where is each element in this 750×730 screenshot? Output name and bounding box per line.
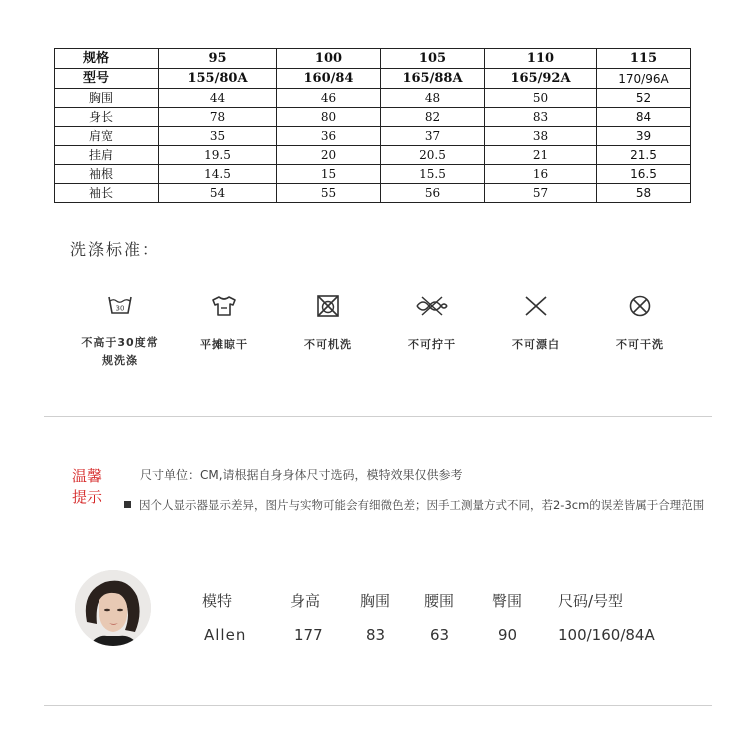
- care-label: 平摊晾干: [200, 338, 248, 351]
- table-cell: 44: [159, 89, 277, 108]
- table-cell: 16.5: [597, 165, 691, 184]
- size-header-cell: 100: [277, 49, 381, 69]
- table-row: [55, 127, 691, 146]
- model-header-name: 模特: [202, 592, 233, 610]
- model-value-size: 100/160/84A: [558, 626, 655, 644]
- table-cell: 82: [381, 108, 485, 127]
- care-label: 不高于30度常 规洗涤: [81, 336, 159, 367]
- model-header-hip: 臀围: [492, 592, 523, 610]
- model-value-bust: 83: [366, 626, 386, 644]
- table-cell: 78: [159, 108, 277, 127]
- care-item: [588, 294, 692, 354]
- model-value-waist: 63: [430, 626, 450, 644]
- model-header-waist: 腰围: [424, 592, 455, 610]
- model-info-table: [200, 590, 700, 650]
- table-cell: 35: [159, 127, 277, 146]
- no-dry-clean-icon: [627, 294, 653, 318]
- model-number-cell: 155/80A: [159, 69, 277, 89]
- care-item: [68, 294, 172, 370]
- row-label: 袖长: [55, 184, 159, 203]
- washing-title: 洗涤标准：: [70, 240, 161, 259]
- table-cell: 54: [159, 184, 277, 203]
- care-item: [172, 294, 276, 354]
- table-cell: 14.5: [159, 165, 277, 184]
- table-cell: 21: [485, 146, 597, 165]
- table-cell: 19.5: [159, 146, 277, 165]
- table-cell: 37: [381, 127, 485, 146]
- size-header-cell: 110: [485, 49, 597, 69]
- table-cell: 15.5: [381, 165, 485, 184]
- table-cell: 56: [381, 184, 485, 203]
- table-cell: 52: [597, 89, 691, 108]
- table-cell: 57: [485, 184, 597, 203]
- tips-title: 温馨 提示: [72, 467, 103, 506]
- model-value-name: Allen: [204, 626, 247, 644]
- table-cell: 83: [485, 108, 597, 127]
- table-row: [55, 165, 691, 184]
- bullet-icon: [124, 501, 131, 508]
- dry-flat-icon: [210, 294, 238, 318]
- table-cell: 16: [485, 165, 597, 184]
- care-label: 不可机洗: [304, 338, 352, 351]
- table-row: [55, 89, 691, 108]
- table-cell: 36: [277, 127, 381, 146]
- table-cell: 46: [277, 89, 381, 108]
- size-header-cell: 95: [159, 49, 277, 69]
- table-row: [55, 184, 691, 203]
- care-symbol-list: [60, 294, 710, 394]
- model-number-cell: 165/92A: [485, 69, 597, 89]
- table-cell: 39: [597, 127, 691, 146]
- section-divider: [44, 416, 712, 417]
- table-cell: 48: [381, 89, 485, 108]
- size-header-cell: 105: [381, 49, 485, 69]
- row-label: 身长: [55, 108, 159, 127]
- model-value-height: 177: [294, 626, 323, 644]
- table-cell: 20: [277, 146, 381, 165]
- model-header-size: 尺码/号型: [558, 592, 624, 610]
- row-label: 袖根: [55, 165, 159, 184]
- table-cell: 58: [597, 184, 691, 203]
- wash-temperature-text: 30: [115, 304, 125, 313]
- table-cell: 38: [485, 127, 597, 146]
- table-cell: 15: [277, 165, 381, 184]
- care-item: [484, 294, 588, 354]
- table-cell: 20.5: [381, 146, 485, 165]
- size-header-row: [55, 49, 691, 69]
- care-label: 不可干洗: [616, 338, 664, 351]
- model-header-bust: 胸围: [360, 592, 391, 610]
- table-row: [55, 146, 691, 165]
- model-value-hip: 90: [498, 626, 518, 644]
- no-bleach-icon: [523, 294, 549, 318]
- no-wring-icon: [415, 294, 449, 318]
- row-label: 胸围: [55, 89, 159, 108]
- table-cell: 21.5: [597, 146, 691, 165]
- table-cell: 50: [485, 89, 597, 108]
- size-header-cell: 115: [597, 49, 691, 69]
- model-number-cell: 165/88A: [381, 69, 485, 89]
- tips-color-note: 因个人显示器显示差异，图片与实物可能会有细微色差；因手工测量方式不同，若2-3cm的误差皆属于合理范围: [124, 497, 704, 513]
- care-label: 不可拧干: [408, 338, 456, 351]
- size-table: [54, 48, 691, 203]
- table-row: [55, 108, 691, 127]
- row-label: 挂肩: [55, 146, 159, 165]
- care-label: 不可漂白: [512, 338, 560, 351]
- wash-30-icon: [107, 294, 133, 316]
- model-number-row: [55, 69, 691, 89]
- table-cell: 84: [597, 108, 691, 127]
- model-number-cell: 170/96A: [597, 69, 691, 89]
- model-number-label: 型号: [55, 69, 159, 89]
- model-number-cell: 160/84: [277, 69, 381, 89]
- size-header-label: 规格: [55, 49, 159, 69]
- table-cell: 55: [277, 184, 381, 203]
- bottom-divider: [44, 705, 712, 706]
- tips-size-unit: 尺寸单位：CM,请根据自身身体尺寸选码，模特效果仅供参考: [140, 468, 463, 482]
- row-label: 肩宽: [55, 127, 159, 146]
- table-cell: 80: [277, 108, 381, 127]
- care-item: [380, 294, 484, 354]
- care-item: [276, 294, 380, 354]
- model-header-height: 身高: [290, 592, 321, 610]
- model-avatar-icon: [75, 570, 151, 646]
- no-machine-wash-icon: [315, 294, 341, 318]
